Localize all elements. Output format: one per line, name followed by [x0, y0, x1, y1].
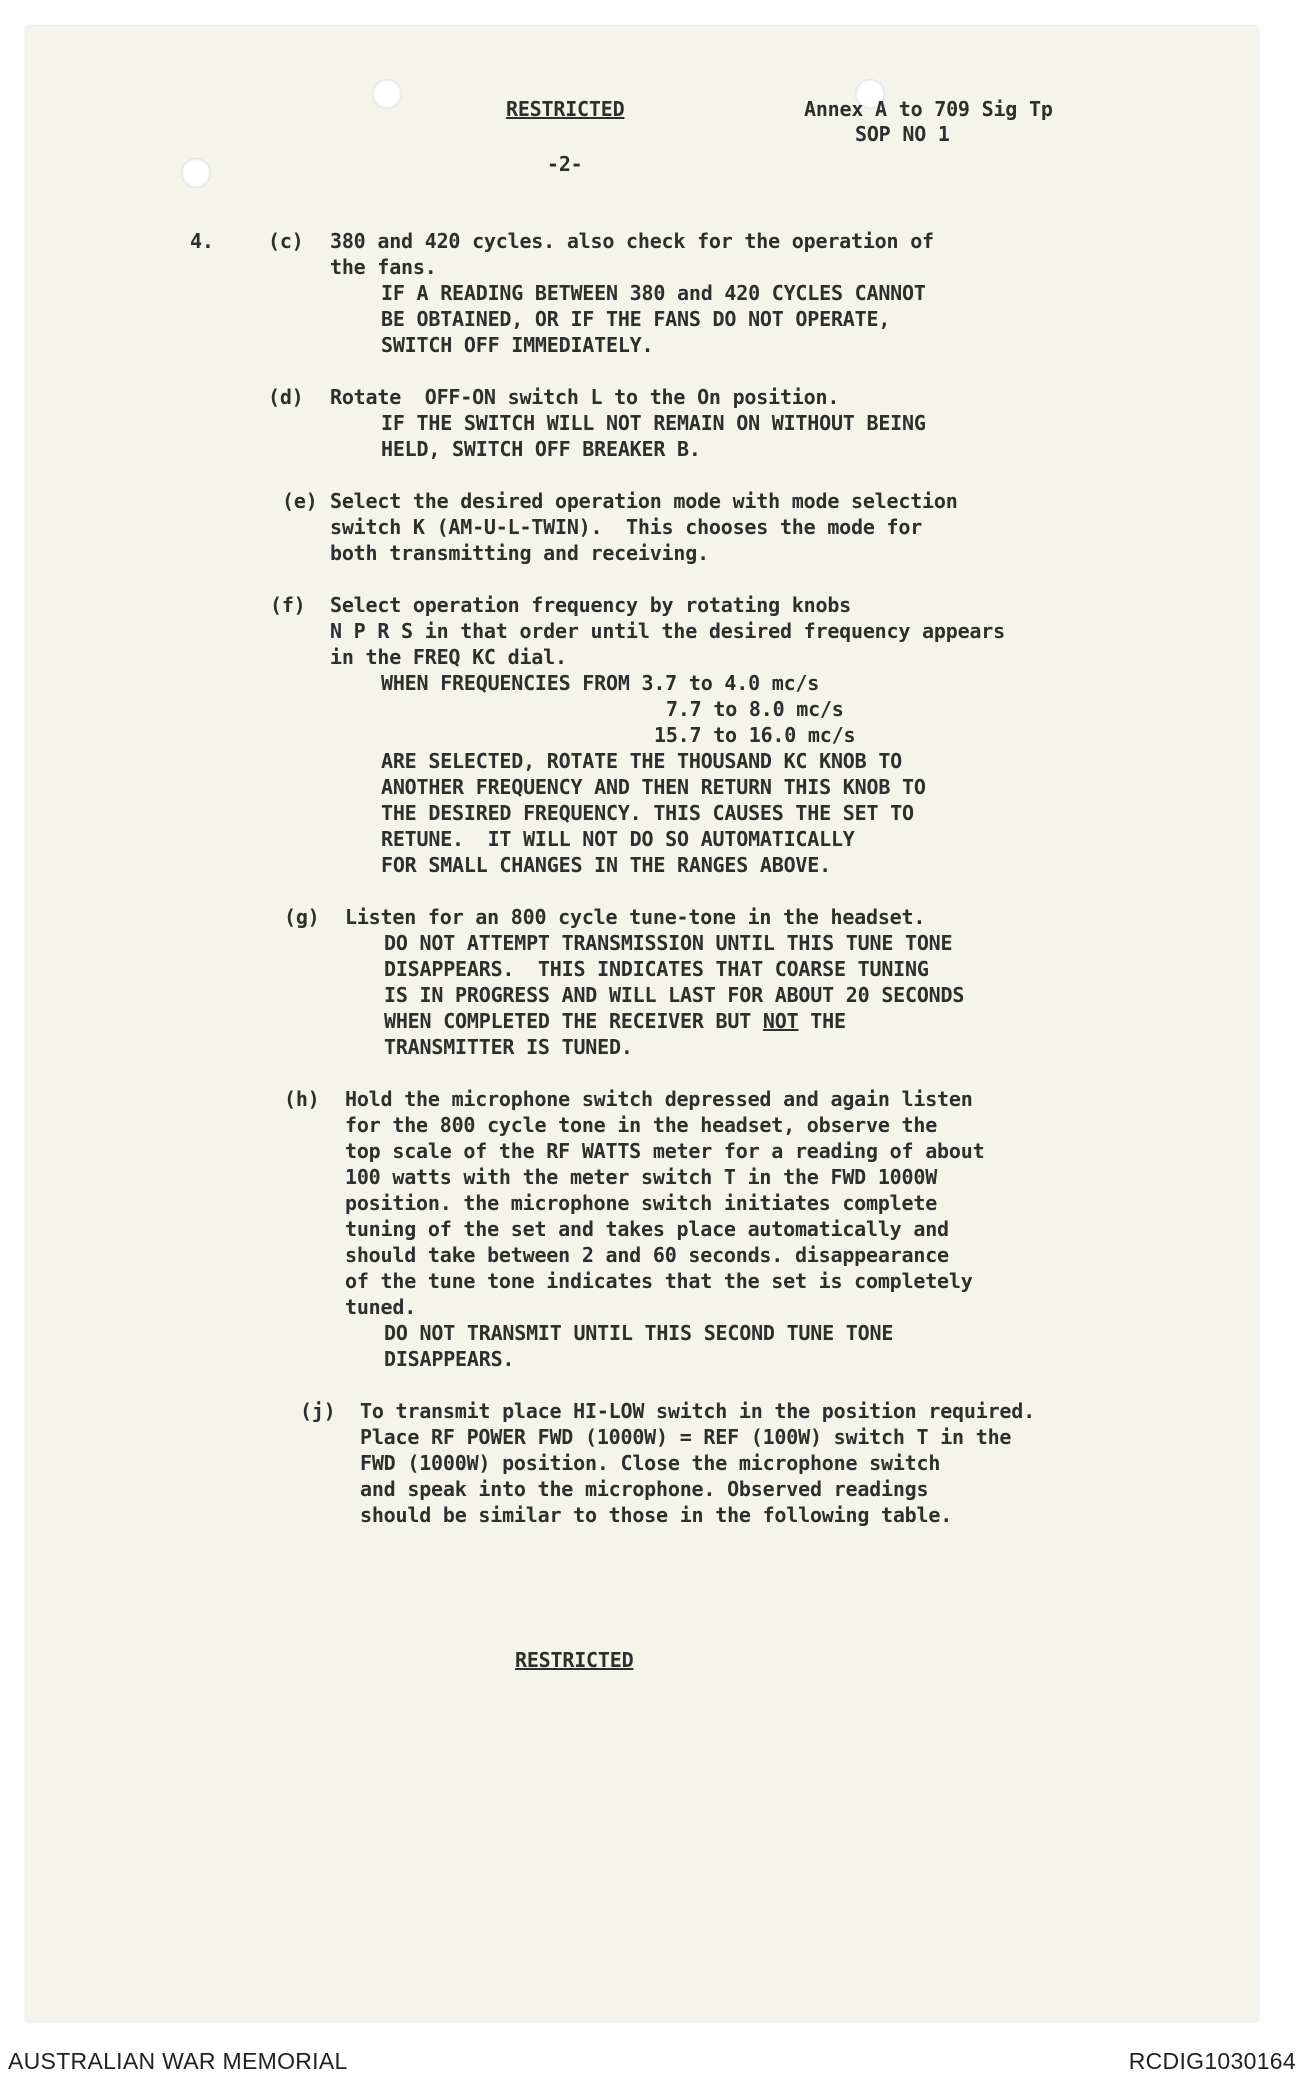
- item-f-warning: FOR SMALL CHANGES IN THE RANGES ABOVE.: [381, 853, 831, 877]
- item-label-d: (d): [268, 385, 304, 409]
- item-g-warning: IS IN PROGRESS AND WILL LAST FOR ABOUT 20 SECONDS: [384, 983, 965, 1007]
- item-label-h: (h): [284, 1087, 320, 1111]
- item-c-warning: SWITCH OFF IMMEDIATELY.: [381, 333, 654, 357]
- item-label-c: (c): [268, 229, 304, 253]
- not-emphasis: NOT: [762, 1009, 799, 1033]
- item-g-text: Listen for an 800 cycle tune-tone in the headset.: [345, 905, 926, 929]
- item-c-warning: BE OBTAINED, OR IF THE FANS DO NOT OPERATE,: [381, 307, 891, 331]
- item-f-warning: RETUNE. IT WILL NOT DO SO AUTOMATICALLY: [381, 827, 855, 851]
- item-label-e: (e): [282, 489, 318, 513]
- item-c-text: the fans.: [330, 255, 437, 279]
- item-d-warning: HELD, SWITCH OFF BREAKER B.: [381, 437, 701, 461]
- item-f-text: Select operation frequency by rotating knobs: [330, 593, 852, 617]
- item-h-text: 100 watts with the meter switch T in the FWD 1000W: [345, 1165, 938, 1189]
- item-g-warning-emphasis: [384, 1008, 846, 1034]
- item-h-text: tuned.: [345, 1295, 417, 1319]
- item-c-text: 380 and 420 cycles. also check for the operation of: [330, 229, 934, 253]
- item-f-text: N P R S in that order until the desired frequency appears: [330, 619, 1005, 643]
- footer-classification: RESTRICTED: [515, 1648, 634, 1672]
- item-g-warning-part: WHEN COMPLETED THE RECEIVER BUT: [384, 1009, 763, 1033]
- header-classification: RESTRICTED: [506, 97, 625, 121]
- item-g-warning-part: THE: [798, 1009, 846, 1033]
- item-j-text: should be similar to those in the following table.: [360, 1503, 953, 1527]
- item-label-g: (g): [284, 905, 320, 929]
- annex-reference: Annex A to 709 Sig Tp: [804, 97, 1053, 121]
- item-f-warning: ARE SELECTED, ROTATE THE THOUSAND KC KNOB TO: [381, 749, 903, 773]
- item-h-text: top scale of the RF WATTS meter for a reading of about: [345, 1139, 985, 1163]
- item-j-text: To transmit place HI-LOW switch in the position required.: [360, 1399, 1035, 1423]
- item-f-warning: THE DESIRED FREQUENCY. THIS CAUSES THE SET TO: [381, 801, 914, 825]
- item-c-warning: IF A READING BETWEEN 380 and 420 CYCLES CANNOT: [381, 281, 926, 305]
- item-h-text: of the tune tone indicates that the set is completely: [345, 1269, 973, 1293]
- item-label-j: (j): [300, 1399, 336, 1423]
- item-j-text: FWD (1000W) position. Close the microphone switch: [360, 1451, 941, 1475]
- item-e-text: both transmitting and receiving.: [330, 541, 709, 565]
- item-d-warning: IF THE SWITCH WILL NOT REMAIN ON WITHOUT BEING: [381, 411, 926, 435]
- item-h-text: should take between 2 and 60 seconds. disappearance: [345, 1243, 949, 1267]
- item-j-text: and speak into the microphone. Observed readings: [360, 1477, 929, 1501]
- item-h-text: position. the microphone switch initiates complete: [345, 1191, 938, 1215]
- archive-caption-left: AUSTRALIAN WAR MEMORIAL: [8, 2048, 348, 2074]
- item-e-text: switch K (AM-U-L-TWIN). This chooses the mode for: [330, 515, 923, 539]
- item-f-text: in the FREQ KC dial.: [330, 645, 567, 669]
- item-h-text: Hold the microphone switch depressed and again listen: [345, 1087, 973, 1111]
- archive-caption-right: RCDIG1030164: [1128, 2048, 1296, 2074]
- page-number: -2-: [547, 152, 583, 176]
- item-label-f: (f): [270, 593, 306, 617]
- item-g-warning: DISAPPEARS. THIS INDICATES THAT COARSE TUNING: [384, 957, 929, 981]
- section-number: 4.: [190, 229, 214, 253]
- item-f-warning: 7.7 to 8.0 mc/s: [666, 697, 844, 721]
- item-j-text: Place RF POWER FWD (1000W) = REF (100W) switch T in the: [360, 1425, 1012, 1449]
- item-g-warning: TRANSMITTER IS TUNED.: [384, 1035, 633, 1059]
- item-d-text: Rotate OFF-ON switch L to the On position.: [330, 385, 840, 409]
- item-f-warning: 15.7 to 16.0 mc/s: [654, 723, 856, 747]
- item-h-warning: DISAPPEARS.: [384, 1347, 515, 1371]
- item-h-text: for the 800 cycle tone in the headset, observe the: [345, 1113, 938, 1137]
- item-f-warning: ANOTHER FREQUENCY AND THEN RETURN THIS KNOB TO: [381, 775, 926, 799]
- sop-reference: SOP NO 1: [855, 122, 950, 146]
- item-h-text: tuning of the set and takes place automatically and: [345, 1217, 949, 1241]
- item-h-warning: DO NOT TRANSMIT UNTIL THIS SECOND TUNE TONE: [384, 1321, 894, 1345]
- item-f-warning: WHEN FREQUENCIES FROM 3.7 to 4.0 mc/s: [381, 671, 820, 695]
- punch-hole: [181, 158, 211, 188]
- punch-hole: [372, 79, 402, 109]
- item-e-text: Select the desired operation mode with mode selection: [330, 489, 958, 513]
- item-g-warning: DO NOT ATTEMPT TRANSMISSION UNTIL THIS TUNE TONE: [384, 931, 953, 955]
